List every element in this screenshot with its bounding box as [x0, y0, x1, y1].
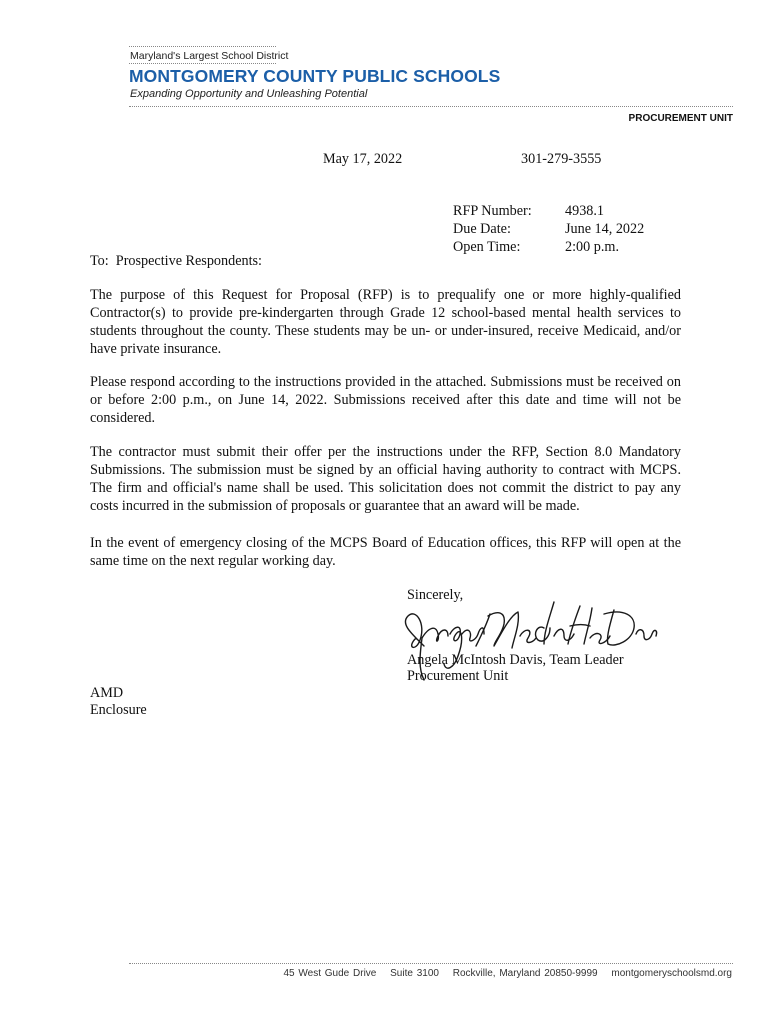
rfp-number-row [453, 202, 644, 220]
open-time-row [453, 238, 644, 256]
body-paragraph-submission: The contractor must submit their offer per the instructions under the RFP, Section 8.0 Mandatory Submissions. The submission must be signed by an official having authority to contract with MCPS. The firm and official's name shall be used. This solicitation does not commit the district to pay any costs incurred in the submission of proposals or guarantee that an award will be made. [90, 444, 681, 514]
organization-motto: Expanding Opportunity and Unleashing Potential [130, 88, 368, 100]
rfp-details [453, 202, 644, 256]
open-time-label: Open Time: [453, 239, 521, 255]
letterhead-rule-top [129, 46, 276, 47]
enclosure-note: Enclosure [90, 702, 147, 718]
signer-unit: Procurement Unit [407, 668, 509, 684]
signer-name: Angela McIntosh Davis, Team Leader [407, 652, 624, 668]
footer-website: montgomeryschoolsmd.org [611, 968, 732, 979]
letter-date: May 17, 2022 [323, 151, 403, 167]
district-tagline: Maryland's Largest School District [130, 50, 289, 62]
organization-name: MONTGOMERY COUNTY PUBLIC SCHOOLS [129, 66, 501, 86]
sign-off: Sincerely, [407, 587, 464, 603]
body-paragraph-purpose: The purpose of this Request for Proposal (RFP) is to prequalify one or more highly-qualified Contractor(s) to provide pre-kindergarten through Grade 12 school-based mental health services to students throughout the county. These students may be un- or under-insured, receive Medicaid, and/or have private insurance. [90, 287, 681, 357]
letterhead-rule-tagline [129, 63, 276, 64]
footer-rule [129, 963, 733, 964]
body-paragraph-emergency: In the event of emergency closing of the MCPS Board of Education offices, this RFP will open at the same time on the next regular working day. [90, 535, 681, 569]
rfp-number-value: 4938.1 [565, 203, 605, 219]
due-date-row [453, 220, 644, 238]
due-date-label: Due Date: [453, 221, 511, 237]
footer-suite: Suite 3100 [390, 968, 439, 979]
footer-city: Rockville, Maryland 20850-9999 [452, 968, 598, 979]
body-paragraph-instructions: Please respond according to the instructions provided in the attached. Submissions must be received on or before 2:00 p.m., on June 14, 2022. Submissions received after this date and time will not be considered. [90, 374, 681, 426]
salutation: To: Prospective Respondents: [90, 253, 262, 269]
unit-label: PROCUREMENT UNIT [628, 113, 733, 124]
rfp-number-label: RFP Number: [453, 203, 532, 219]
due-date-value: June 14, 2022 [565, 221, 645, 237]
letterhead-rule-main [129, 106, 733, 107]
open-time-value: 2:00 p.m. [565, 239, 619, 255]
author-initials: AMD [90, 685, 124, 701]
footer-address [284, 968, 733, 979]
footer-street: 45 West Gude Drive [283, 968, 377, 979]
contact-phone: 301-279-3555 [521, 151, 602, 167]
